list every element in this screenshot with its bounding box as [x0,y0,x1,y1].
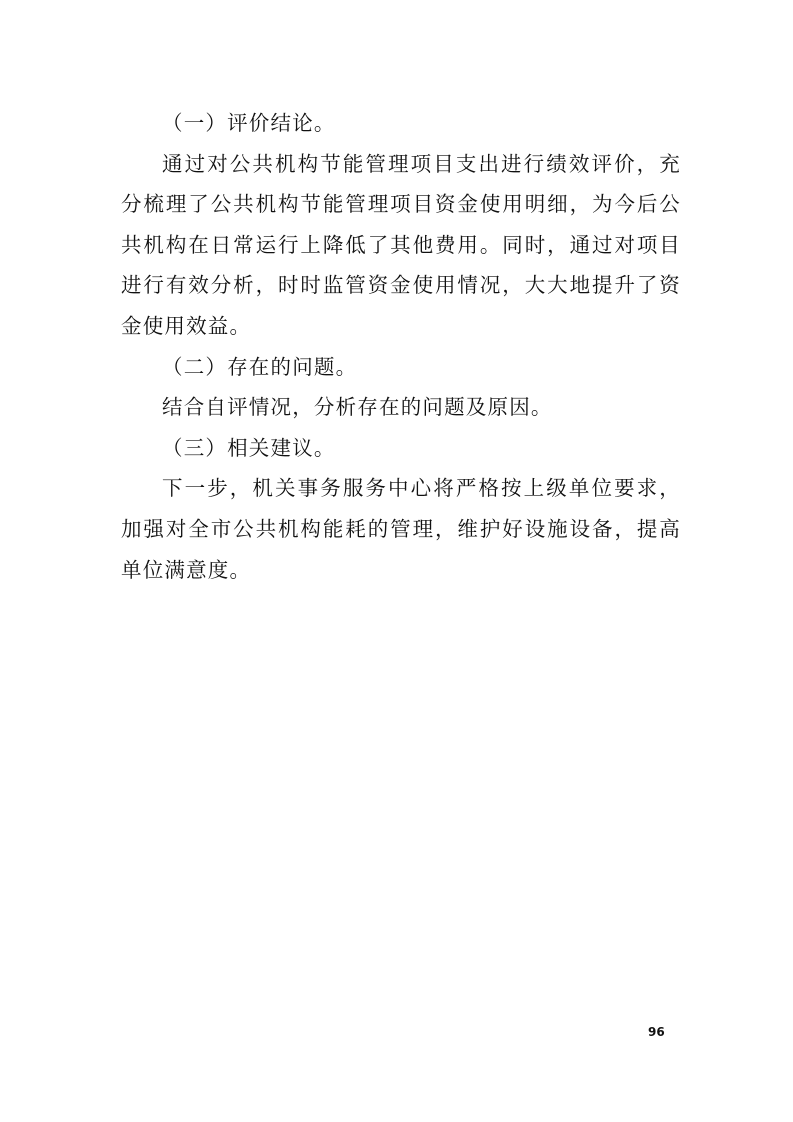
section-heading-evaluation-conclusion: （一）评价结论。 [162,111,336,135]
paragraph-existing-problems: 结合自评情况，分析存在的问题及原因。 [162,395,553,420]
document-body [121,103,681,590]
paragraph-evaluation-conclusion: 通过对公共机构节能管理项目支出进行绩效评价，充分梳理了公共机构节能管理项目资金使用明细，为今后公共机构在日常运行上降低了其他费用。同时，通过对项目进行有效分析，时时监管资金使用情况，大大地提升了资金使用效益。 [121,151,681,338]
page-number: 96 [648,1025,665,1039]
section-heading-existing-problems: （二）存在的问题。 [162,354,358,379]
paragraph-related-suggestions: 下一步，机关事务服务中心将严格按上级单位要求，加强对全市公共机构能耗的管理，维护好设施设备，提高单位满意度。 [121,476,681,582]
section-heading-related-suggestions: （三）相关建议。 [162,435,336,460]
